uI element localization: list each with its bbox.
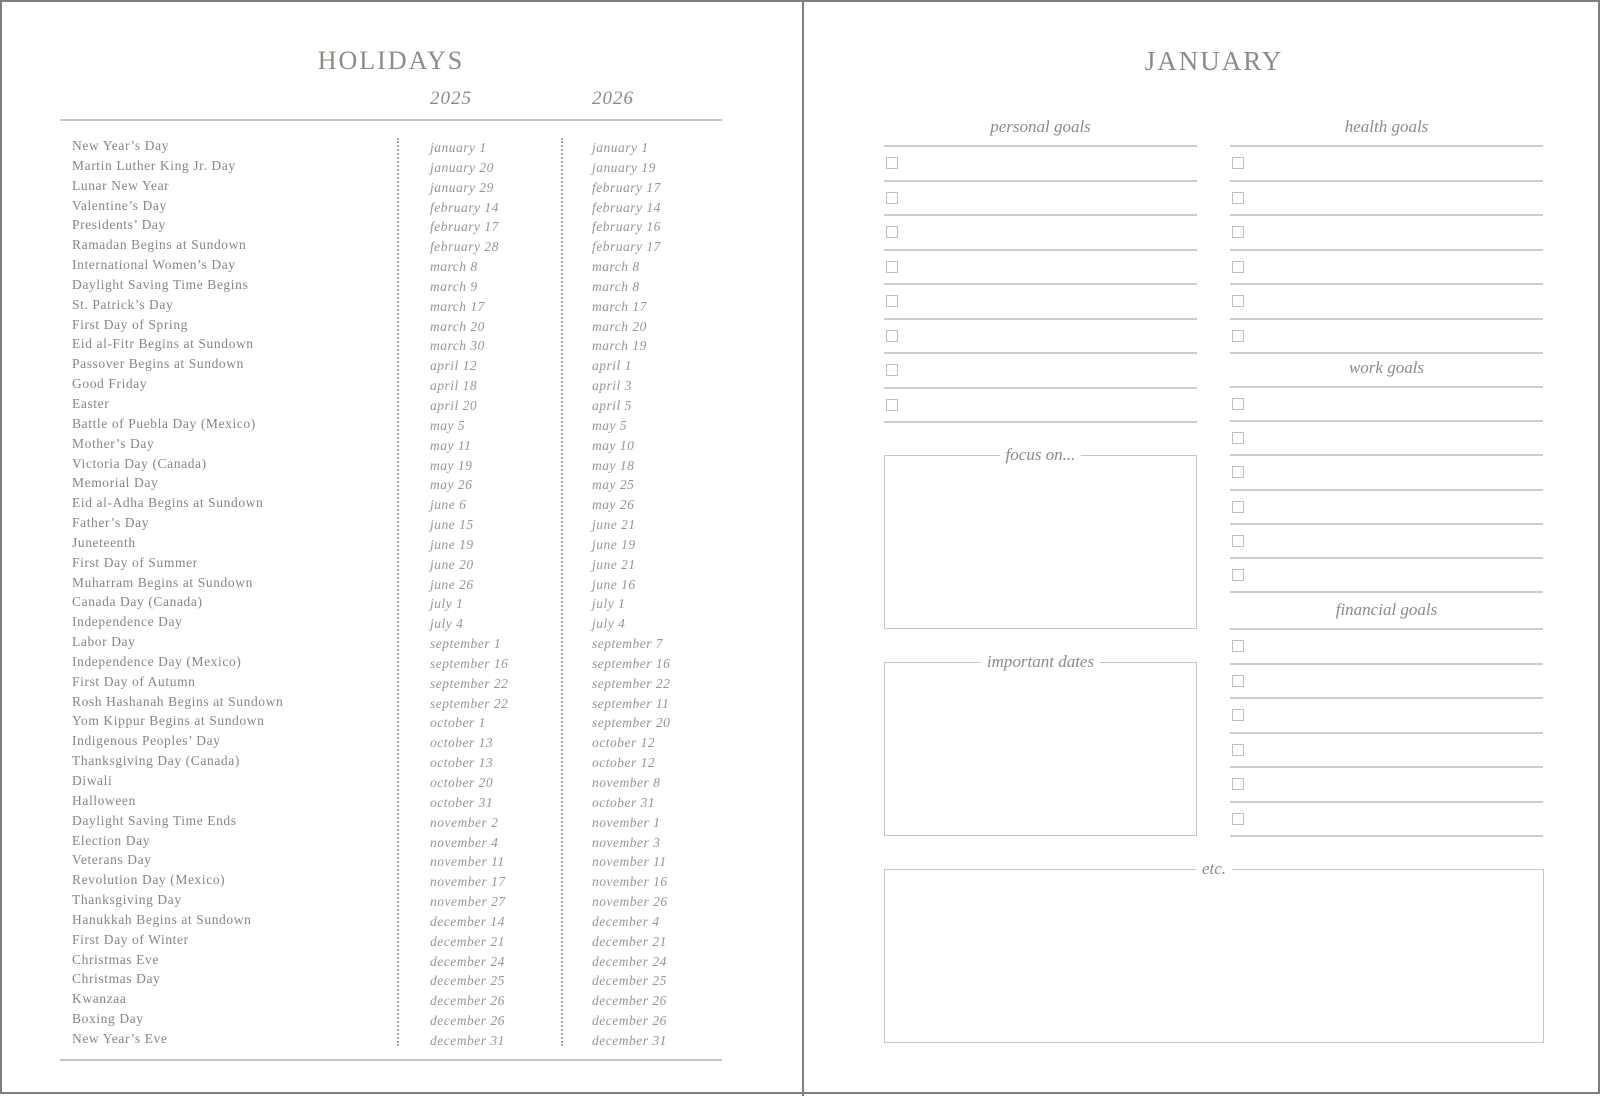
etc-box[interactable] <box>884 859 1544 1043</box>
checkbox-icon[interactable] <box>1232 813 1244 825</box>
goal-line[interactable] <box>1230 525 1543 559</box>
goal-line[interactable] <box>884 147 1197 182</box>
holiday-date-2026: november 8 <box>592 775 661 790</box>
holiday-row <box>72 592 692 612</box>
goal-line[interactable] <box>1230 559 1543 593</box>
holiday-name: Valentine’s Day <box>72 197 167 213</box>
checkbox-icon[interactable] <box>886 226 898 238</box>
holiday-name: Juneteenth <box>72 534 136 550</box>
holiday-name: First Day of Spring <box>72 316 189 332</box>
goal-line[interactable] <box>884 320 1197 355</box>
checkbox-icon[interactable] <box>1232 709 1244 721</box>
holiday-date-2026: september 7 <box>592 636 664 652</box>
holiday-row <box>72 950 692 970</box>
checkbox-icon[interactable] <box>1232 261 1244 273</box>
financial-goals-label: financial goals <box>1335 600 1438 619</box>
month-title: JANUARY <box>1144 46 1284 76</box>
checkbox-icon[interactable] <box>1232 744 1244 756</box>
header-rule <box>60 119 722 121</box>
holiday-date-2026: september 16 <box>592 655 671 671</box>
holiday-date-2025: july 1 <box>430 596 464 612</box>
holiday-date-2025: december 26 <box>430 993 505 1009</box>
holiday-row <box>72 473 692 493</box>
holiday-name: Memorial Day <box>72 475 159 491</box>
holiday-date-2025: june 20 <box>430 556 474 572</box>
holiday-row <box>72 632 692 652</box>
financial-goals-list <box>1230 628 1543 837</box>
holiday-name: Presidents’ Day <box>72 217 166 233</box>
holiday-date-2025: june 19 <box>430 536 474 552</box>
checkbox-icon[interactable] <box>1232 501 1244 513</box>
holiday-name: Muharram Begins at Sundown <box>72 574 253 590</box>
holiday-row <box>72 434 692 454</box>
holiday-row <box>72 811 692 831</box>
goal-line[interactable] <box>884 251 1197 286</box>
holiday-date-2025: november 4 <box>430 834 499 850</box>
page-gutter <box>802 2 804 1096</box>
checkbox-icon[interactable] <box>886 261 898 273</box>
holiday-row <box>72 573 692 593</box>
holiday-date-2025: november 27 <box>430 894 506 910</box>
holiday-date-2025: may 5 <box>430 417 466 433</box>
holiday-name: Passover Begins at Sundown <box>72 356 244 372</box>
holiday-row <box>72 354 692 374</box>
holiday-date-2025: january 1 <box>430 140 487 155</box>
goal-line[interactable] <box>884 389 1197 424</box>
holiday-row <box>72 374 692 394</box>
holiday-name: New Year’s Eve <box>72 1030 168 1046</box>
goal-line[interactable] <box>884 354 1197 389</box>
checkbox-icon[interactable] <box>886 192 898 204</box>
important-dates-label: important dates <box>981 652 1100 671</box>
holiday-name: Veterans Day <box>72 852 152 868</box>
holiday-date-2026: may 26 <box>592 497 635 513</box>
holiday-name: St. Patrick’s Day <box>72 296 174 312</box>
holiday-row <box>72 1029 692 1049</box>
holiday-date-2025: december 26 <box>430 1013 505 1029</box>
holiday-date-2026: december 24 <box>592 953 667 969</box>
holiday-date-2025: june 6 <box>430 497 467 513</box>
goal-line[interactable] <box>1230 320 1543 355</box>
holiday-row <box>72 910 692 930</box>
holiday-name: Hanukkah Begins at Sundown <box>72 911 252 927</box>
holiday-name: Labor Day <box>72 634 136 650</box>
holiday-date-2025: april 20 <box>430 397 478 413</box>
holiday-name: Good Friday <box>72 376 148 392</box>
holiday-date-2026: april 1 <box>592 358 632 374</box>
holiday-row <box>72 870 692 890</box>
checkbox-icon[interactable] <box>1232 569 1244 581</box>
goal-line[interactable] <box>1230 285 1543 320</box>
checkbox-icon[interactable] <box>1232 157 1244 169</box>
holiday-name: Election Day <box>72 832 151 848</box>
holiday-name: Martin Luther King Jr. Day <box>72 157 236 173</box>
holiday-date-2025: october 13 <box>430 735 494 751</box>
holiday-date-2026: may 18 <box>592 457 635 473</box>
goal-line[interactable] <box>1230 251 1543 286</box>
holiday-date-2026: december 4 <box>592 913 660 929</box>
holiday-date-2026: february 14 <box>592 199 661 215</box>
holiday-date-2025: june 26 <box>430 576 474 592</box>
goal-line[interactable] <box>1230 768 1543 803</box>
holiday-row <box>72 454 692 474</box>
holiday-row <box>72 791 692 811</box>
holiday-date-2025: october 20 <box>430 775 494 790</box>
holiday-row <box>72 414 692 434</box>
holiday-name: Boxing Day <box>72 1011 144 1027</box>
holiday-date-2025: march 30 <box>430 338 485 354</box>
checkbox-icon[interactable] <box>1232 466 1244 478</box>
focus-on-box[interactable] <box>884 445 1197 629</box>
holiday-row <box>72 513 692 533</box>
holiday-date-2026: december 25 <box>592 973 667 989</box>
holiday-name: Ramadan Begins at Sundown <box>72 237 247 253</box>
holiday-date-2026: november 16 <box>592 874 668 890</box>
goal-line[interactable] <box>1230 699 1543 734</box>
holiday-row <box>72 275 692 295</box>
holiday-date-2025: april 18 <box>430 378 478 394</box>
holiday-row <box>72 176 692 196</box>
holiday-date-2026: december 21 <box>592 933 667 949</box>
holiday-date-2025: march 8 <box>430 259 478 275</box>
holiday-date-2025: january 29 <box>430 179 494 195</box>
checkbox-icon[interactable] <box>1232 778 1244 790</box>
holiday-date-2026: june 21 <box>592 517 636 533</box>
holiday-date-2025: december 14 <box>430 913 505 929</box>
holiday-name: Thanksgiving Day <box>72 892 182 908</box>
holiday-row <box>72 235 692 255</box>
holiday-name: Thanksgiving Day (Canada) <box>72 753 240 769</box>
holiday-date-2026: february 16 <box>592 219 661 235</box>
holiday-name: Easter <box>72 395 110 411</box>
holiday-date-2026: may 5 <box>592 417 628 433</box>
checkbox-icon[interactable] <box>1232 226 1244 238</box>
holiday-date-2025: february 28 <box>430 239 499 255</box>
holiday-date-2025: january 20 <box>430 159 494 175</box>
holiday-name: Daylight Saving Time Ends <box>72 812 237 828</box>
holiday-list <box>72 136 692 1049</box>
holiday-row <box>72 831 692 851</box>
holiday-name: First Day of Winter <box>72 931 189 947</box>
holiday-name: Yom Kippur Begins at Sundown <box>72 713 265 729</box>
holiday-date-2026: september 22 <box>592 675 671 691</box>
goal-line[interactable] <box>1230 182 1543 217</box>
goal-line[interactable] <box>1230 803 1543 838</box>
goal-line[interactable] <box>884 182 1197 217</box>
holiday-date-2026: october 12 <box>592 735 656 751</box>
holiday-date-2026: january 19 <box>592 159 656 175</box>
holiday-date-2026: march 20 <box>592 318 647 334</box>
holiday-row <box>72 751 692 771</box>
checkbox-icon[interactable] <box>886 399 898 411</box>
checkbox-icon[interactable] <box>1232 432 1244 444</box>
holiday-name: Indigenous Peoples’ Day <box>72 733 221 749</box>
holiday-date-2025: march 17 <box>430 298 485 314</box>
etc-label: etc. <box>1196 859 1232 878</box>
holiday-date-2025: february 14 <box>430 199 499 215</box>
holiday-name: Kwanzaa <box>72 991 127 1007</box>
holiday-date-2025: june 15 <box>430 517 474 533</box>
holiday-date-2026: november 11 <box>592 854 667 870</box>
checkbox-icon[interactable] <box>886 157 898 169</box>
holiday-name: Christmas Day <box>72 971 161 987</box>
holiday-date-2025: november 11 <box>430 854 505 870</box>
holiday-row <box>72 850 692 870</box>
goal-line[interactable] <box>1230 147 1543 182</box>
holidays-title: HOLIDAYS <box>317 46 465 75</box>
holiday-date-2025: march 9 <box>430 278 478 294</box>
holiday-name: First Day of Autumn <box>72 673 196 689</box>
checkbox-icon[interactable] <box>886 330 898 342</box>
holiday-date-2026: february 17 <box>592 239 661 255</box>
holiday-name: Lunar New Year <box>72 177 170 193</box>
holiday-name: New Year’s Day <box>72 138 170 153</box>
holiday-date-2026: june 21 <box>592 556 636 572</box>
goal-line[interactable] <box>1230 216 1543 251</box>
holiday-name: Revolution Day (Mexico) <box>72 872 226 888</box>
holiday-date-2026: july 1 <box>592 596 626 612</box>
holiday-row <box>72 553 692 573</box>
holiday-name: Independence Day <box>72 614 183 630</box>
holiday-date-2026: march 8 <box>592 278 640 294</box>
holiday-date-2026: march 19 <box>592 338 647 354</box>
holiday-date-2026: may 10 <box>592 437 635 453</box>
holiday-date-2026: april 3 <box>592 378 632 394</box>
holiday-row <box>72 156 692 176</box>
holiday-name: International Women’s Day <box>72 257 236 273</box>
holiday-date-2026: december 26 <box>592 1013 667 1029</box>
goal-line[interactable] <box>1230 388 1543 422</box>
goal-line[interactable] <box>1230 422 1543 456</box>
holiday-name: Diwali <box>72 773 113 788</box>
goal-line[interactable] <box>1230 630 1543 665</box>
checkbox-icon[interactable] <box>886 364 898 376</box>
holiday-name: Rosh Hashanah Begins at Sundown <box>72 693 284 709</box>
holiday-name: Daylight Saving Time Begins <box>72 276 249 292</box>
holiday-row <box>72 731 692 751</box>
holiday-row <box>72 493 692 513</box>
goal-line[interactable] <box>1230 734 1543 769</box>
holiday-date-2025: may 19 <box>430 457 473 473</box>
goal-line[interactable] <box>884 216 1197 251</box>
holiday-date-2026: december 26 <box>592 993 667 1009</box>
holiday-name: Mother’s Day <box>72 435 155 451</box>
holiday-date-2025: december 21 <box>430 933 505 949</box>
holiday-name: Eid al-Fitr Begins at Sundown <box>72 336 254 352</box>
holiday-date-2025: april 12 <box>430 358 478 374</box>
holiday-row <box>72 890 692 910</box>
important-dates-box[interactable] <box>884 652 1197 836</box>
holiday-name: Independence Day (Mexico) <box>72 653 242 669</box>
health-goals-list <box>1230 145 1543 354</box>
holiday-date-2026: june 16 <box>592 576 636 592</box>
work-goals-label: work goals <box>1348 358 1425 377</box>
holiday-date-2026: may 25 <box>592 477 635 493</box>
holiday-date-2026: november 26 <box>592 894 668 910</box>
holiday-date-2026: february 17 <box>592 179 661 195</box>
holiday-row <box>72 771 692 791</box>
holiday-row <box>72 1009 692 1029</box>
checkbox-icon[interactable] <box>1232 640 1244 652</box>
holiday-date-2025: may 11 <box>430 437 472 453</box>
goal-line[interactable] <box>884 285 1197 320</box>
holiday-date-2025: december 24 <box>430 953 505 969</box>
checkbox-icon[interactable] <box>1232 192 1244 204</box>
holiday-date-2025: february 17 <box>430 219 499 235</box>
goal-line[interactable] <box>1230 665 1543 700</box>
year-header-2025: 2025 <box>430 88 472 109</box>
holiday-date-2026: december 31 <box>592 1032 667 1048</box>
goal-line[interactable] <box>1230 456 1543 490</box>
holiday-date-2025: october 13 <box>430 755 494 771</box>
focus-on-label: focus on... <box>1000 445 1082 464</box>
checkbox-icon[interactable] <box>1232 398 1244 410</box>
holiday-name: Battle of Puebla Day (Mexico) <box>72 415 256 431</box>
holiday-row <box>72 315 692 335</box>
footer-rule <box>60 1059 722 1061</box>
holiday-name: Eid al-Adha Begins at Sundown <box>72 495 264 511</box>
holiday-row <box>72 711 692 731</box>
holiday-date-2025: september 16 <box>430 655 509 671</box>
personal-goals-list <box>884 145 1197 423</box>
holiday-name: Canada Day (Canada) <box>72 594 203 610</box>
holiday-date-2025: september 1 <box>430 636 502 652</box>
holiday-name: Father’s Day <box>72 515 150 531</box>
checkbox-icon[interactable] <box>1232 330 1244 342</box>
year-header-2026: 2026 <box>592 88 634 109</box>
holiday-date-2026: november 1 <box>592 814 661 830</box>
holiday-date-2026: march 8 <box>592 259 640 275</box>
holiday-name: Victoria Day (Canada) <box>72 455 207 471</box>
holiday-date-2025: may 26 <box>430 477 473 493</box>
checkbox-icon[interactable] <box>1232 295 1244 307</box>
holiday-date-2026: july 4 <box>592 616 626 632</box>
holiday-row <box>72 930 692 950</box>
holiday-row <box>72 394 692 414</box>
holiday-date-2026: april 5 <box>592 397 632 413</box>
holiday-date-2026: october 12 <box>592 755 656 771</box>
holiday-date-2025: march 20 <box>430 318 485 334</box>
holiday-date-2025: december 25 <box>430 973 505 989</box>
checkbox-icon[interactable] <box>1232 535 1244 547</box>
holiday-date-2025: september 22 <box>430 695 509 711</box>
holiday-date-2026: september 11 <box>592 695 670 711</box>
work-goals-list <box>1230 386 1543 593</box>
health-goals-label: health goals <box>1344 117 1429 136</box>
holiday-date-2025: october 31 <box>430 794 494 810</box>
checkbox-icon[interactable] <box>886 295 898 307</box>
holiday-row <box>72 692 692 712</box>
holiday-row <box>72 672 692 692</box>
holiday-row <box>72 136 692 156</box>
holiday-date-2026: october 31 <box>592 794 656 810</box>
holiday-row <box>72 334 692 354</box>
holiday-row <box>72 652 692 672</box>
personal-goals-label: personal goals <box>990 117 1091 136</box>
holiday-date-2025: july 4 <box>430 616 464 632</box>
holiday-date-2026: march 17 <box>592 298 647 314</box>
holiday-date-2025: november 2 <box>430 814 499 830</box>
holiday-date-2026: september 20 <box>592 715 671 731</box>
holiday-row <box>72 215 692 235</box>
holiday-row <box>72 533 692 553</box>
holiday-date-2026: june 19 <box>592 536 636 552</box>
holiday-date-2026: january 1 <box>592 140 649 155</box>
holiday-row <box>72 196 692 216</box>
holiday-date-2025: september 22 <box>430 675 509 691</box>
checkbox-icon[interactable] <box>1232 675 1244 687</box>
holiday-row <box>72 989 692 1009</box>
holiday-row <box>72 255 692 275</box>
holiday-row <box>72 612 692 632</box>
holiday-name: Christmas Eve <box>72 951 159 967</box>
holiday-date-2025: november 17 <box>430 874 506 890</box>
holiday-date-2025: october 1 <box>430 715 486 731</box>
holiday-date-2025: december 31 <box>430 1032 505 1048</box>
holiday-name: First Day of Summer <box>72 554 198 570</box>
holiday-name: Halloween <box>72 792 136 808</box>
holiday-row <box>72 295 692 315</box>
holiday-date-2026: november 3 <box>592 834 661 850</box>
goal-line[interactable] <box>1230 491 1543 525</box>
holiday-row <box>72 969 692 989</box>
